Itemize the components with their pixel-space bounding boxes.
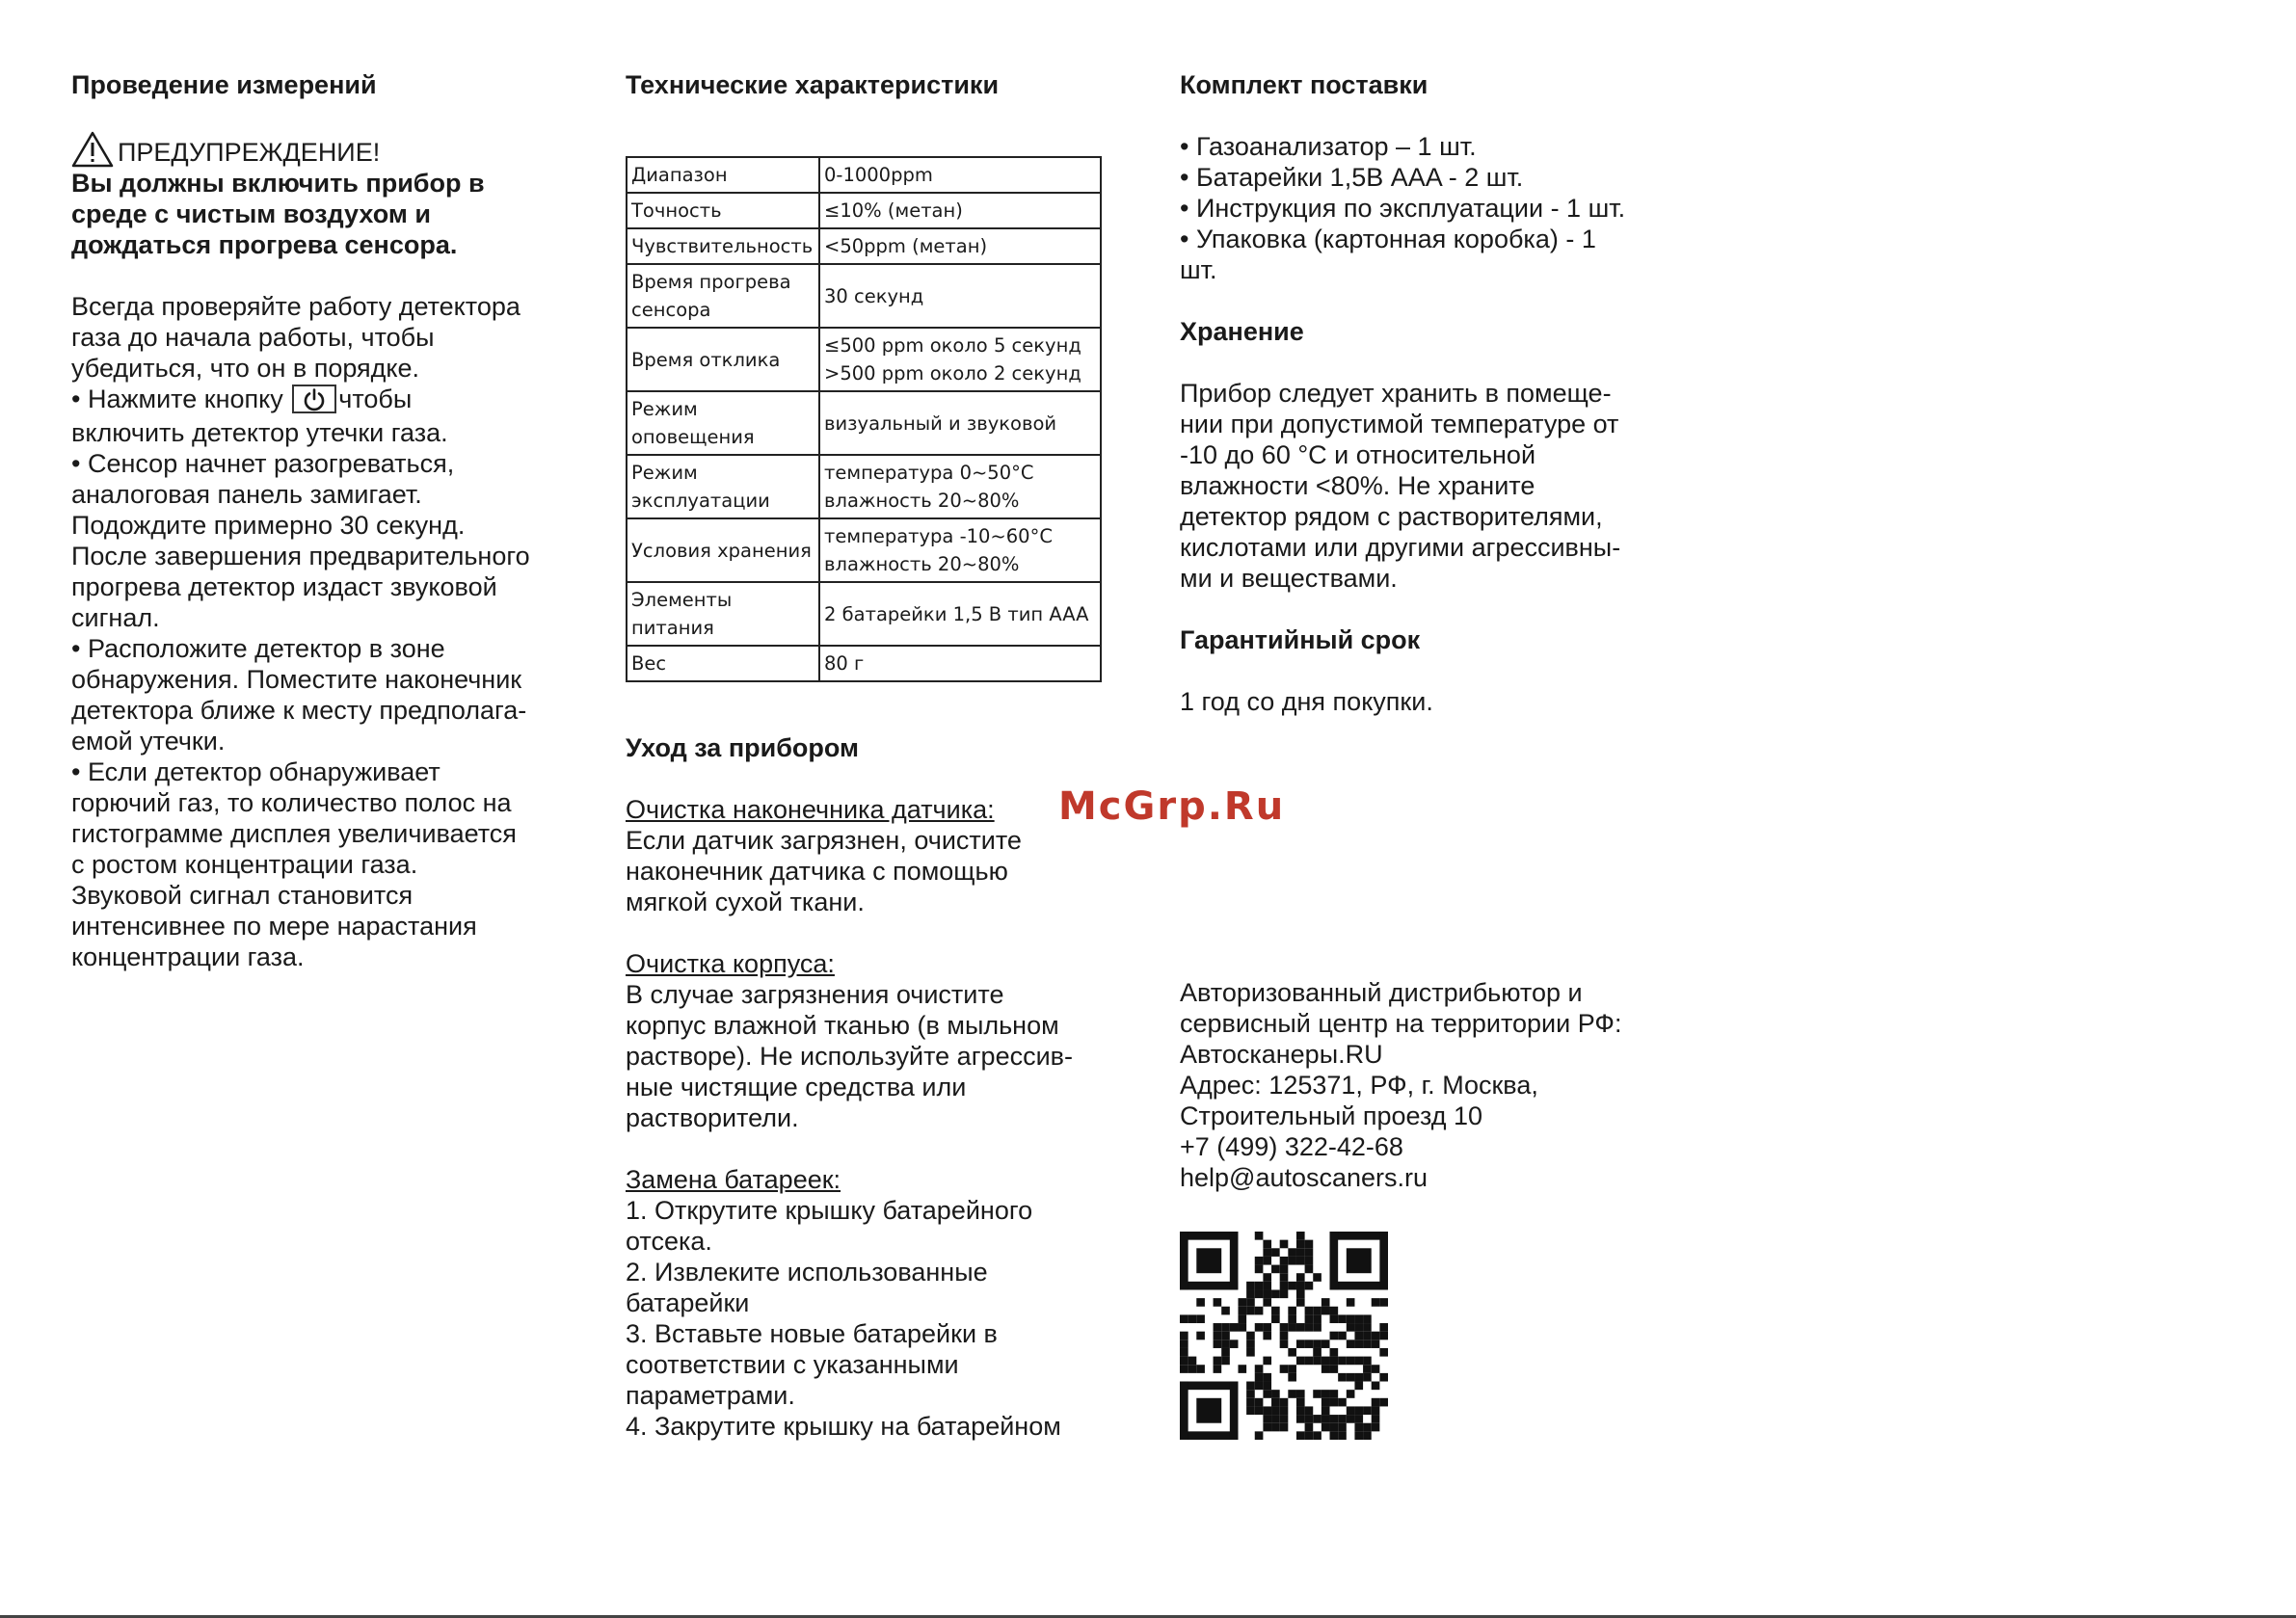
spec-value [819,455,1101,518]
text-line: аналоговая панель замигает. [71,479,422,509]
text-line: растворе). Не используйте агрессив- [626,1042,1073,1071]
spec-row [627,391,1101,455]
spec-key-line: Точность [631,199,722,222]
subsection-title: Очистка наконечника датчика: [626,795,995,824]
spec-value [819,518,1101,582]
spec-value-line: ≤500 ppm около 5 секунд [824,334,1081,357]
spec-value [819,228,1101,264]
spec-row [627,455,1101,518]
text-line: газа до начала работы, чтобы [71,323,435,352]
text-line: В случае загрязнения очистите [626,980,1004,1009]
list-item: • Батарейки 1,5В AAA - 2 шт. [1180,163,1524,192]
text-line: 2. Извлеките использованные [626,1258,988,1286]
text-line: соответствии с указанными [626,1350,959,1379]
text-line: Если датчик загрязнен, очистите [626,826,1022,855]
warning-label: ПРЕДУПРЕЖДЕНИЕ! [118,138,381,167]
text-line: интенсивнее по мере нарастания [71,911,477,941]
section-title-care: Уход за прибором [626,733,859,762]
spec-key-line: Диапазон [631,164,728,186]
care-tip-cleaning [626,794,1127,917]
spec-value [819,157,1101,193]
power-button-line [71,384,573,417]
text-line: включить детектор утечки газа. [71,417,448,447]
text-line: После завершения предварительного [71,541,530,570]
spec-value-line: >500 ppm около 2 секунд [824,362,1081,385]
spec-row [627,157,1101,193]
text-line: • Сенсор начнет разогреваться, [71,448,455,478]
warning-text [71,168,573,260]
storage-text [1180,378,1700,594]
email-link[interactable]: help@autoscaners.ru [1180,1163,1428,1192]
text-line: обнаружения. Поместите наконечник [71,664,522,694]
text-line: -10 до 60 °C и относительной [1180,440,1536,469]
spec-key-line: Время отклика [631,348,781,371]
spec-value [819,391,1101,455]
section-title-warranty: Гарантийный срок [1180,625,1421,654]
spec-value-line: 80 г [824,652,865,675]
power-icon [302,387,327,412]
power-after-text: чтобы [338,385,413,413]
spec-row [627,193,1101,228]
text-line: детектора ближе к месту предполага- [71,695,527,725]
watermark: McGrp.Ru [1058,784,1286,829]
text-line: мягкой сухой ткани. [626,888,865,916]
list-item: • Инструкция по эксплуатации - 1 шт. [1180,194,1626,223]
column-specs-care [626,69,1127,1442]
measurement-instructions [71,291,573,972]
text-line: отсека. [626,1227,712,1256]
list-item: • Упаковка (картонная коробка) - 1 [1180,225,1596,253]
text-line: батарейки [626,1288,750,1317]
spec-key [627,193,819,228]
spec-row [627,328,1101,391]
text-line: с ростом концентрации газа. [71,849,418,879]
spec-key [627,264,819,328]
power-before-text: • Нажмите кнопку [71,385,283,413]
distributor-info [1180,977,1700,1193]
qr-code-icon[interactable] [1180,1232,1388,1440]
kit-list [1180,131,1700,285]
spec-key-line: оповещения [631,426,755,448]
warning-heading [71,131,573,168]
spec-key-line: Режим [631,462,698,484]
section-title-specs: Технические характеристики [626,70,1000,99]
spec-key [627,455,819,518]
text-line: сервисный центр на территории РФ: [1180,1009,1622,1038]
spec-row [627,646,1101,681]
spec-key [627,391,819,455]
spec-key [627,582,819,646]
text-line: прогрева детектор издаст звуковой [71,571,497,601]
spec-key-line: сенсора [631,299,711,321]
spec-key-line: питания [631,617,714,639]
text-line: влажности <80%. Не храните [1180,471,1535,500]
section-title-storage: Хранение [1180,317,1304,346]
text-line: параметрами. [626,1381,795,1410]
text-line: детектор рядом с растворителями, [1180,502,1603,531]
section-title-kit: Комплект поставки [1180,70,1428,99]
address-line: Адрес: 125371, РФ, г. Москва, [1180,1071,1538,1100]
spec-value [819,582,1101,646]
text-line: концентрации газа. [71,942,305,971]
text-line: Звуковой сигнал становится [71,880,414,910]
text-line: корпус влажной тканью (в мыльном [626,1011,1059,1040]
text-line: Авторизованный дистрибьютор и [1180,978,1583,1007]
spec-value-line: температура 0~50°C [824,462,1034,484]
text-line: горючий газ, то количество полос на [71,787,512,817]
spec-value [819,646,1101,681]
text-line: емой утечки. [71,726,226,756]
text-line: убедиться, что он в порядке. [71,354,420,383]
spec-value-line: 30 секунд [824,284,924,307]
section-title-measurements: Проведение измерений [71,70,377,99]
warranty-text: 1 год со дня покупки. [1180,687,1433,716]
text-line: Всегда проверяйте работу детектора [71,292,521,321]
text-line: 1. Открутите крышку батарейного [626,1196,1033,1225]
spec-value [819,328,1101,391]
spec-value [819,193,1101,228]
list-item: шт. [1180,255,1217,284]
specs-table [626,156,1102,682]
text-line: сигнал. [71,602,160,632]
spec-key [627,518,819,582]
spec-value-line: 0-1000ppm [824,164,933,186]
spec-value-line: <50ppm (метан) [824,235,988,257]
spec-key [627,157,819,193]
spec-key-line: Вес [631,652,667,675]
care-body-cleaning [626,948,1127,1133]
text-line: нии при допустимой температуре от [1180,410,1619,438]
text-line: гистограмме дисплея увеличивается [71,818,517,848]
spec-value-line: температура -10~60°C [824,525,1053,547]
warning-triangle-icon [71,131,114,168]
spec-row [627,264,1101,328]
spec-key-line: Время прогрева [631,271,791,293]
distributor-name: Автосканеры.RU [1180,1040,1383,1069]
spec-value-line: ≤10% (метан) [824,199,963,222]
spec-value-line: 2 батарейки 1,5 В тип AAA [824,602,1089,625]
text-line: растворители. [626,1103,799,1132]
spec-row [627,518,1101,582]
power-button-box [292,385,336,413]
spec-key [627,646,819,681]
text-line: ми и веществами. [1180,564,1398,593]
address-line: Строительный проезд 10 [1180,1101,1483,1130]
text-line: 4. Закрутите крышку на батарейном [626,1412,1061,1441]
text-line: • Если детектор обнаруживает [71,756,441,786]
list-item: • Газоанализатор – 1 шт. [1180,132,1477,161]
spec-key-line: Чувствительность [631,235,814,257]
spec-row [627,582,1101,646]
text-line: ные чистящие средства или [626,1073,967,1101]
text-line: Прибор следует хранить в помеще- [1180,379,1612,408]
spec-key-line: Режим [631,398,698,420]
spec-value [819,264,1101,328]
column-kit-storage [1180,69,1700,1440]
battery-replacement [626,1164,1127,1442]
subsection-title: Очистка корпуса: [626,949,835,978]
spec-key-line: эксплуатации [631,490,770,512]
text-line: кислотами или другими агрессивны- [1180,533,1621,562]
spec-key [627,328,819,391]
spec-key-line: Условия хранения [631,539,812,562]
subsection-title: Замена батареек: [626,1165,841,1194]
text-line: дождаться прогрева сенсора. [71,230,458,259]
text-line: среде с чистым воздухом и [71,199,431,228]
spec-value-line: визуальный и звуковой [824,411,1057,435]
spec-row [627,228,1101,264]
text-line: 3. Вставьте новые батарейки в [626,1319,998,1348]
text-line: наконечник датчика с помощью [626,857,1008,886]
spec-key-line: Элементы [631,589,733,611]
text-line: Вы должны включить прибор в [71,169,485,198]
spec-key [627,228,819,264]
text-line: • Расположите детектор в зоне [71,633,445,663]
text-line: Подождите примерно 30 секунд. [71,510,466,540]
phone-number[interactable]: +7 (499) 322-42-68 [1180,1132,1403,1161]
spec-value-line: влажность 20~80% [824,490,1020,512]
column-measurements [71,69,573,972]
spec-value-line: влажность 20~80% [824,553,1020,575]
